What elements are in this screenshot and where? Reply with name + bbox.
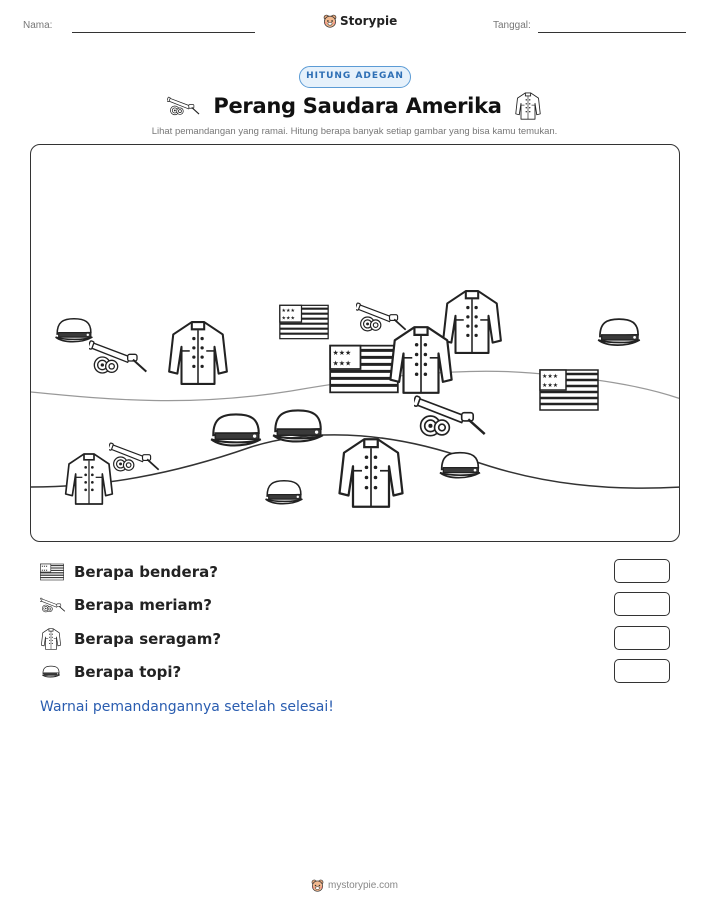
footer-url[interactable]: mystorypie.com — [327, 880, 398, 891]
scene-drawing — [31, 145, 680, 542]
answer-box-uniforms[interactable] — [614, 626, 670, 650]
uniform-icon — [40, 628, 62, 650]
uniform-icon — [443, 291, 501, 353]
cannon-icon — [108, 443, 159, 471]
flag-icon — [540, 370, 598, 410]
scene-panel — [30, 144, 680, 542]
hat-icon — [40, 664, 62, 680]
question-uniforms — [40, 626, 670, 652]
cannon-icon — [355, 303, 406, 331]
question-text: Berapa bendera? — [74, 563, 218, 581]
title-row — [0, 92, 709, 120]
question-text: Berapa topi? — [74, 663, 182, 681]
uniform-icon — [66, 454, 113, 504]
uniform-icon — [340, 439, 403, 507]
cannon-icon — [412, 396, 484, 436]
cannon-icon — [40, 596, 66, 614]
name-label: Nama: — [23, 20, 53, 31]
answer-box-cannons[interactable] — [614, 592, 670, 616]
cannon-icon — [167, 95, 201, 117]
activity-badge: HITUNG ADEGAN — [299, 66, 411, 88]
bear-icon — [311, 879, 324, 892]
answer-box-hats[interactable] — [614, 659, 670, 683]
date-label: Tanggal: — [493, 20, 531, 31]
hat-icon — [56, 319, 93, 342]
date-line[interactable] — [538, 32, 686, 33]
cannon-icon — [88, 341, 147, 373]
uniform-icon — [514, 92, 542, 120]
hat-icon — [266, 481, 303, 504]
flag-icon — [40, 563, 64, 581]
hat-icon — [440, 453, 480, 478]
footer — [0, 879, 709, 892]
question-cannons — [40, 592, 670, 618]
question-flags — [40, 559, 670, 585]
uniform-icon — [169, 322, 227, 384]
brand-name: Storypie — [340, 14, 398, 28]
flag-icon — [330, 346, 398, 393]
uniform-icon — [390, 327, 451, 393]
bear-icon — [323, 14, 337, 28]
instructions: Lihat pemandangan yang ramai. Hitung berapa banyak setiap gambar yang bisa kamu temukan. — [151, 126, 558, 137]
coloring-note: Warnai pemandangannya setelah selesai! — [40, 699, 334, 715]
question-text: Berapa meriam? — [74, 596, 213, 614]
question-hats — [40, 659, 670, 685]
page-title: Perang Saudara Amerika — [213, 94, 502, 118]
hat-icon — [211, 414, 261, 445]
answer-box-flags[interactable] — [614, 559, 670, 583]
flag-icon — [280, 305, 328, 338]
brand-logo — [323, 14, 397, 28]
hat-icon — [598, 319, 640, 345]
question-text: Berapa seragam? — [74, 630, 222, 648]
name-line[interactable] — [72, 32, 255, 33]
